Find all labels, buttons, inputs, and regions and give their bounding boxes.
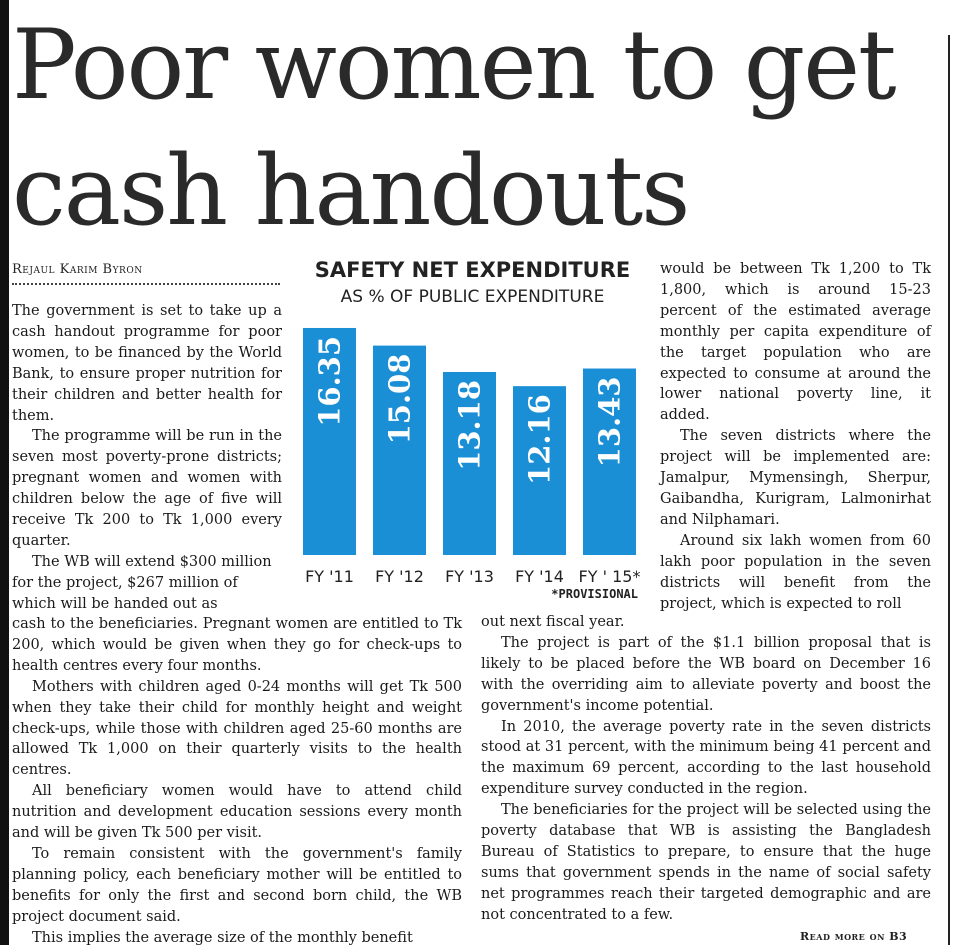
paragraph: out next fiscal year. [481, 614, 625, 630]
column-3-top [660, 259, 931, 614]
paragraph: This implies the average size of the monthly benefit [32, 929, 413, 946]
byline: Rejaul Karim Byron [12, 262, 143, 277]
chart-subtitle: AS % OF PUBLIC EXPENDITURE [340, 287, 605, 307]
paragraph: Around six lakh women from 60 lakh poor population in the seven districts will benefit from the project, which is expected to roll [660, 532, 931, 612]
chart-category-label: FY '12 [375, 567, 424, 586]
bar-chart [300, 312, 645, 602]
chart-data-label: 16.35 [312, 335, 347, 427]
byline-divider [12, 283, 280, 285]
paragraph: The WB will extend $300 million for the project, $267 million of which will be handed out as [12, 553, 272, 612]
chart-category-label: FY '11 [305, 567, 354, 586]
paragraph: The seven districts where the project will be implemented are: Jamalpur, Mymensingh, Sherpur, Gaibandha, Kurigram, Lalmonirhat and Nilphamari. [660, 428, 931, 528]
headline-line-2: cash handouts [12, 135, 689, 247]
paragraph: In 2010, the average poverty rate in the seven districts stood at 31 percent, with the minimum being 41 percent and the maximum 69 percent, according to the last household expenditure survey conducted in the region. [481, 718, 931, 798]
paragraph: The programme will be run in the seven most poverty-prone districts; pregnant women and women with children below the age of five will receive Tk 200 to Tk 1,000 every quarter. [12, 428, 282, 549]
page-edge-bar [0, 0, 9, 945]
chart-data-label: 15.08 [382, 353, 417, 445]
paragraph: The project is part of the $1.1 billion proposal that is likely to be placed before the WB board on December 16 with the overriding aim to alleviate poverty and boost the government's income potential. [481, 634, 931, 714]
chart-data-label: 12.16 [522, 394, 557, 485]
chart-data-label: 13.43 [592, 376, 627, 468]
paragraph: All beneficiary women would have to attend child nutrition and development education sessions every month and will be given Tk 500 per visit. [12, 783, 462, 842]
paragraph: The beneficiaries for the project will be selected using the poverty database that WB is assisting the Bangladesh Bureau of Statistics to prepare, to ensure that the huge sums that government spends in the name of social safety net programmes reach their targeted demographic and are not concentrated to a few. [481, 802, 931, 923]
column-rule [948, 35, 950, 945]
column-wide [12, 614, 462, 949]
chart-footnote: *PROVISIONAL [551, 587, 638, 601]
paragraph: The government is set to take up a cash handout programme for poor women, to be financed by the World Bank, to ensure proper nutrition for their children and better health for them. [12, 303, 282, 424]
paragraph: would be between Tk 1,200 to Tk 1,800, which is around 15-23 percent of the estimated average monthly per capita expenditure of the target population who are expected to consume at around the lower national poverty line, it added. [660, 261, 931, 424]
headline [12, 2, 895, 254]
headline-line-1: Poor women to get [12, 9, 895, 121]
read-more-link[interactable]: Read more on B3 [800, 930, 908, 943]
chart-category-label: FY ' 15* [578, 567, 641, 586]
chart-category-label: FY '13 [445, 567, 494, 586]
chart-category-label: FY '14 [515, 567, 564, 586]
paragraph: cash to the beneficiaries. Pregnant women are entitled to Tk 200, which would be given when they go for check-ups to health centres every four months. [12, 616, 462, 674]
chart-data-label: 13.18 [452, 379, 487, 471]
chart-title: SAFETY NET EXPENDITURE [314, 258, 631, 282]
paragraph: Mothers with children aged 0-24 months will get Tk 500 when they take their child for monthly height and weight check-ups, while those with children aged 25-60 months are allowed Tk 1,000 on their quarterly visits to the health centres. [12, 678, 462, 779]
paragraph: To remain consistent with the government's family planning policy, each beneficiary mother will be entitled to benefits for only the first and second born child, the WB project document said. [12, 845, 462, 925]
column-1 [12, 301, 282, 615]
column-3-bottom [481, 612, 931, 926]
